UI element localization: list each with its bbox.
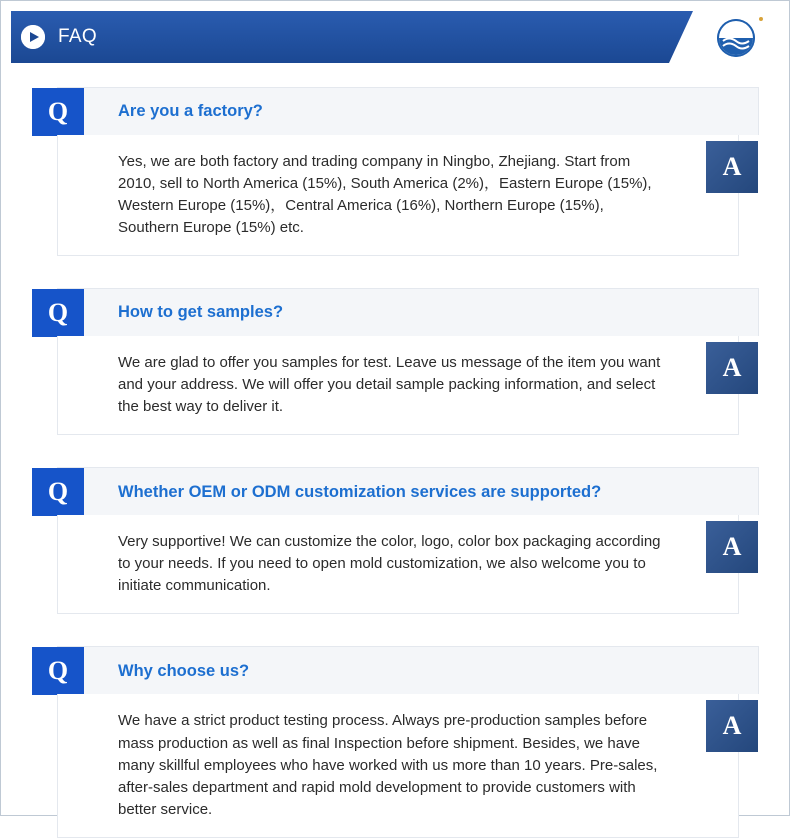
page-title: FAQ [58,26,97,47]
faq-item [31,646,759,837]
question-badge: Q [32,289,84,337]
faq-answer-text: We are glad to offer you samples for test. Leave us message of the item you want and your address. We will offer you detail sample packing information, and select the best way to deliver it. [118,354,661,416]
play-icon [21,25,45,49]
faq-question-row[interactable] [47,467,759,515]
question-badge: Q [32,647,84,695]
faq-question-row[interactable] [47,288,759,336]
page-header [11,11,779,63]
faq-answer-row [57,515,742,614]
faq-item [31,288,759,435]
faq-item [31,467,759,614]
faq-question-row[interactable] [47,87,759,135]
faq-answer-row [57,336,742,435]
question-badge: Q [32,88,84,136]
faq-question-text: How to get samples? [118,303,284,322]
faq-answer-text: We have a strict product testing process. Always pre-production samples before mass production as well as final Inspection before shipment. Besides, we have many skillful employees who have worked with us more than 10 years. Pre-sales, after-sales department and rapid mold development to provide customers with better service. [118,712,658,818]
answer-badge: A [706,141,758,193]
question-badge: Q [32,468,84,516]
answer-badge: A [706,700,758,752]
logo-accent-dot [759,17,763,21]
faq-question-text: Why choose us? [118,661,250,680]
faq-question-text: Are you a factory? [118,102,263,121]
faq-item [31,87,759,256]
answer-badge: A [706,521,758,573]
answer-badge: A [706,342,758,394]
faq-question-row[interactable] [47,646,759,694]
faq-answer-row [57,694,742,837]
company-logo-icon [717,19,755,57]
faq-answer-row [57,135,742,256]
faq-answer-text: Very supportive! We can customize the color, logo, color box packaging according to your needs. If you need to open mold customization, we also welcome you to initiate communication. [118,533,661,595]
faq-question-text: Whether OEM or ODM customization services are supported? [118,482,602,501]
faq-answer-text: Yes, we are both factory and trading company in Ningbo, Zhejiang. Start from 2010, sell to North America (15%), South America (2%)，Eastern Europe (15%), Western Europe (15%)，Central America (16%), Northern Europe (15%), Southern Europe (15%) etc. [118,153,652,237]
header-left-group [11,11,779,63]
faq-list [1,63,789,838]
